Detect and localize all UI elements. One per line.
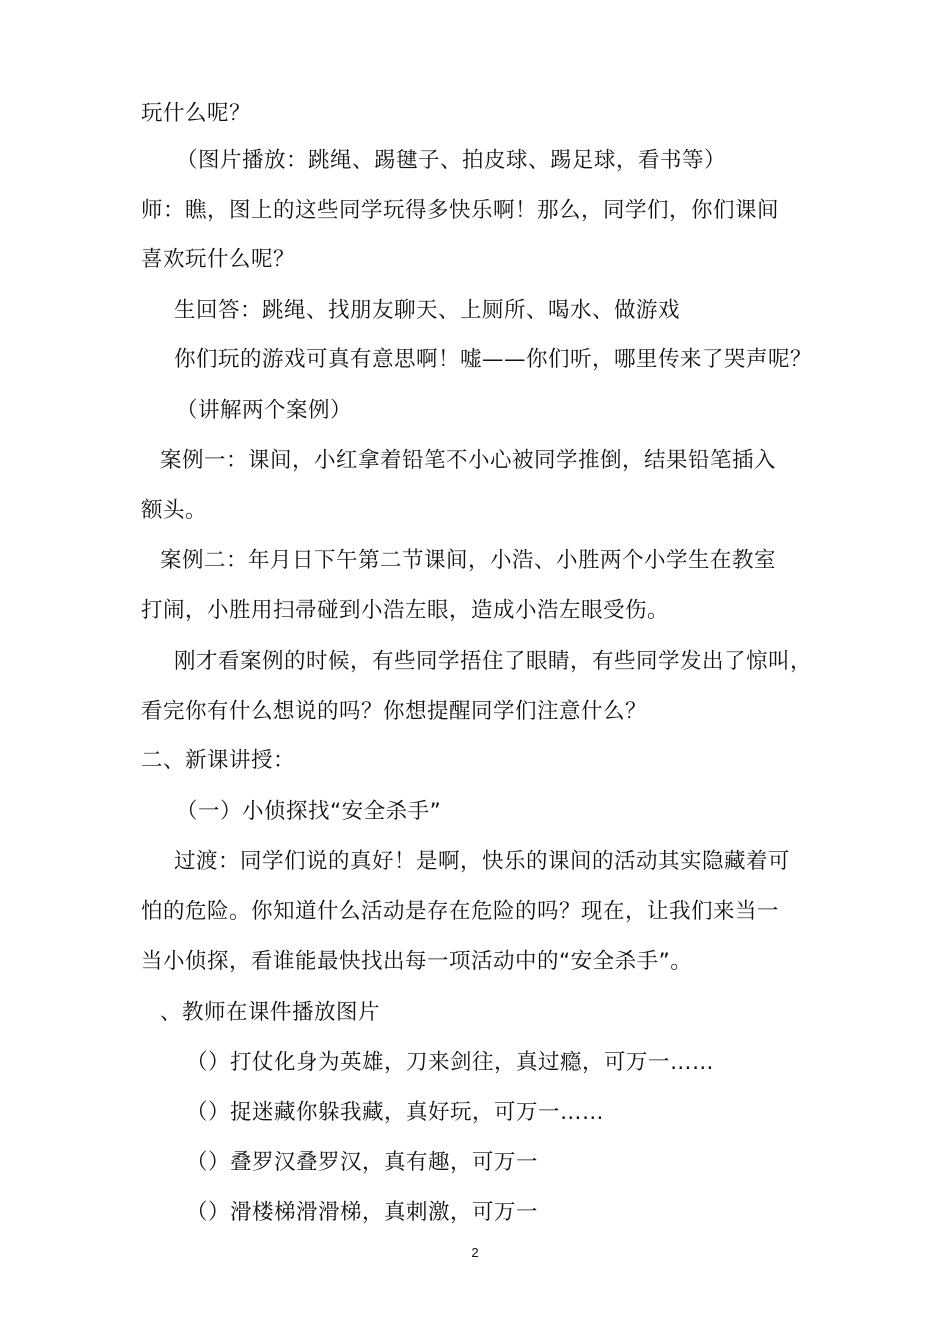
text-line: 打闹，小胜用扫帚碰到小浩左眼，造成小浩左眼受伤。 <box>141 598 670 623</box>
text-line: 师：瞧，图上的这些同学玩得多快乐啊！那么，同学们，你们课间 <box>141 198 780 223</box>
text-line: 生回答：跳绳、找朋友聊天、上厕所、喝水、做游戏 <box>174 298 681 323</box>
text-line: 喜欢玩什么呢？ <box>141 247 296 272</box>
text-line: 玩什么呢？ <box>141 101 252 126</box>
list-item: （）捉迷藏你躲我藏，真好玩，可万一…… <box>186 1100 605 1125</box>
text-line: 案例二：年月日下午第二节课间，小浩、小胜两个小学生在教室 <box>160 548 777 573</box>
subsection-heading: （一）小侦探找“安全杀手” <box>176 799 442 824</box>
text-line: 案例一：课间，小红拿着铅笔不小心被同学推倒，结果铅笔插入 <box>160 448 777 473</box>
text-line: 当小侦探，看谁能最快找出每一项活动中的“安全杀手”。 <box>141 949 693 974</box>
text-line: 刚才看案例的时候，有些同学捂住了眼睛，有些同学发出了惊叫， <box>174 649 813 674</box>
text-line: 、教师在课件播放图片 <box>160 1000 381 1025</box>
text-line: 你们玩的游戏可真有意思啊！嘘——你们听，哪里传来了哭声呢？ <box>174 347 813 372</box>
section-heading: 二、新课讲授： <box>141 748 296 773</box>
text-line: （图片播放：跳绳、踢毽子、拍皮球、踢足球，看书等） <box>176 148 727 173</box>
text-line: 额头。 <box>141 498 208 523</box>
page-number: 2 <box>471 1245 479 1260</box>
list-item: （）滑楼梯滑滑梯，真刺激，可万一 <box>186 1200 539 1225</box>
list-item: （）打仗化身为英雄，刀来剑往，真过瘾，可万一…… <box>186 1050 715 1075</box>
list-item: （）叠罗汉叠罗汉，真有趣，可万一 <box>186 1150 539 1175</box>
text-line: 看完你有什么想说的吗？你想提醒同学们注意什么？ <box>141 699 648 724</box>
text-line: （讲解两个案例） <box>176 398 353 423</box>
text-line: 怕的危险。你知道什么活动是存在危险的吗？现在，让我们来当一 <box>141 899 780 924</box>
text-line: 过渡：同学们说的真好！是啊，快乐的课间的活动其实隐藏着可 <box>174 849 791 874</box>
